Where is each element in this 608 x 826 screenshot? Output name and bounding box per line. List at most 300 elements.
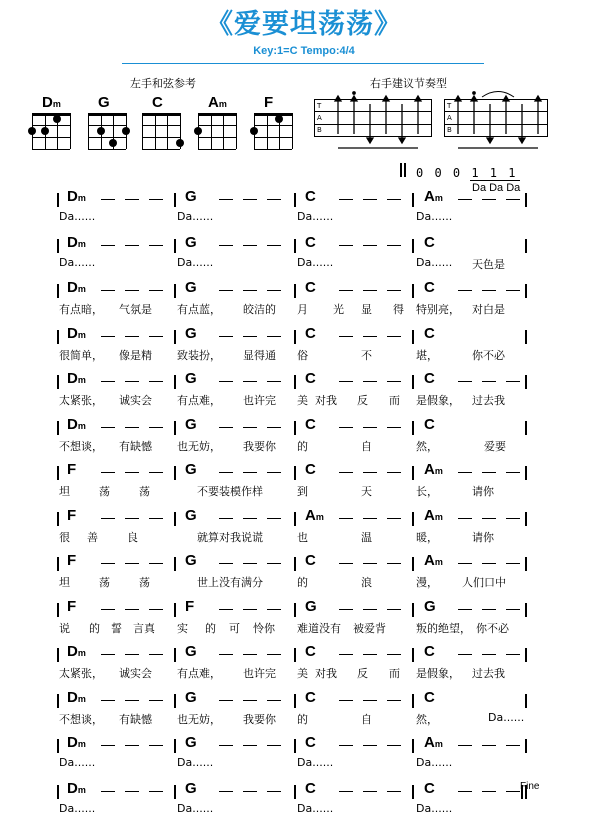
right-hand-label: 右手建议节奏型: [370, 77, 447, 90]
beat-dash: [267, 791, 281, 792]
chord-suffix: m: [77, 375, 86, 385]
beat-dash: [243, 245, 257, 246]
beat-dash: [482, 199, 496, 200]
beat-dash: [101, 563, 115, 564]
beat-dash: [482, 290, 496, 291]
lyric: 自: [361, 439, 372, 453]
chord-root: F: [67, 552, 77, 569]
beat-dash: [149, 199, 163, 200]
beat-dash: [506, 518, 520, 519]
chord-root: D: [67, 415, 78, 433]
lyric: 而: [389, 667, 400, 680]
measure: [175, 370, 293, 416]
beat-dash: [482, 654, 496, 655]
beat-dash: [149, 518, 163, 519]
lyric: 的: [297, 576, 308, 589]
beat-dash: [101, 518, 115, 519]
measure: [57, 552, 175, 598]
chord-root: C: [152, 94, 163, 111]
chord-root: G: [185, 415, 197, 433]
lyric: Da......: [488, 710, 525, 724]
beat-dash: [101, 336, 115, 337]
lyric: 坦: [59, 485, 70, 498]
measure: [295, 734, 413, 780]
lyric: 人们口中: [462, 576, 506, 589]
beat-dash: [506, 199, 520, 200]
beat-dash: [363, 609, 377, 610]
measure: [175, 734, 293, 780]
chord-root: C: [305, 233, 316, 251]
beat-dash: [387, 700, 401, 701]
beat-dash: [458, 199, 472, 200]
beat-dash: [149, 791, 163, 792]
measure: [57, 780, 175, 826]
measure: [414, 734, 532, 780]
chord-root: A: [305, 506, 316, 524]
chord-name: [185, 461, 197, 478]
beat-dash: [339, 427, 353, 428]
beat-dash: [363, 427, 377, 428]
lyric: 就算对我说谎: [197, 530, 263, 544]
chord-name: [305, 734, 316, 751]
chord-name: [424, 734, 443, 751]
chord-root: D: [67, 279, 78, 296]
lyric: 太紧张，: [59, 394, 103, 407]
beat-dash: [363, 745, 377, 746]
measure: [295, 279, 413, 325]
measure: [175, 598, 293, 644]
beat-dash: [243, 700, 257, 701]
lyric: 有缺憾: [119, 712, 152, 726]
beat-dash: [339, 472, 353, 473]
beat-dash: [363, 700, 377, 701]
beat-dash: [101, 199, 115, 200]
lyric: 诚实会: [119, 394, 152, 407]
beat-dash: [267, 654, 281, 655]
score-row: [57, 643, 527, 689]
chord-name: [67, 188, 86, 205]
lyric: 是假象，: [416, 667, 460, 680]
rhythm-numbers: 0 0 0 1 1 1: [416, 166, 518, 180]
lyric: 漫，: [416, 576, 438, 589]
lyric: Da......: [177, 801, 214, 815]
chord-name: [67, 643, 86, 660]
chord-root: C: [424, 279, 435, 296]
beat-dash: [458, 609, 472, 610]
measure: [295, 552, 413, 598]
beat-dash: [101, 290, 115, 291]
chord-root: G: [305, 597, 317, 615]
beat-dash: [149, 654, 163, 655]
beat-dash: [339, 245, 353, 246]
chord-name: [67, 507, 76, 524]
chord-name: [67, 461, 76, 478]
beat-dash: [458, 791, 472, 792]
lyric: Da......: [59, 756, 96, 769]
beat-dash: [219, 563, 233, 564]
lyric: 到: [297, 485, 308, 498]
chord-name: [305, 416, 316, 433]
measure: [414, 234, 532, 280]
measure: [57, 416, 175, 462]
chord-root: C: [305, 370, 316, 387]
chord-name: [185, 689, 197, 706]
beat-dash: [125, 245, 139, 246]
score-row: [57, 279, 527, 325]
measure: [295, 416, 413, 462]
lyric: 实: [177, 621, 188, 635]
lyric: 对我: [315, 394, 337, 407]
chord-name: [67, 734, 86, 751]
measure: [295, 598, 413, 644]
beat-dash: [387, 290, 401, 291]
beat-dash: [149, 472, 163, 473]
beat-dash: [267, 290, 281, 291]
lyric: 光: [333, 303, 344, 316]
chord-name: [424, 552, 443, 569]
beat-dash: [243, 791, 257, 792]
beat-dash: [363, 472, 377, 473]
beat-dash: [243, 472, 257, 473]
lyric: 不想谈，: [59, 439, 103, 453]
chord-root: D: [67, 688, 78, 706]
chord-root: G: [424, 597, 436, 615]
song-title: 《爱要坦荡荡》: [206, 9, 402, 40]
lyric: 对我: [315, 667, 337, 680]
chord-root: D: [67, 734, 78, 751]
lyric: 的: [89, 621, 100, 635]
lyric: 说: [59, 621, 70, 635]
lyric: 言真: [133, 621, 155, 635]
lyric: 不要装模作样: [197, 485, 263, 498]
beat-dash: [243, 745, 257, 746]
beat-dash: [243, 563, 257, 564]
beat-dash: [363, 199, 377, 200]
beat-dash: [125, 609, 139, 610]
beat-dash: [387, 199, 401, 200]
chord-name: [185, 598, 194, 615]
chord-name: [424, 325, 435, 342]
chord-name: [424, 416, 435, 433]
chord-name: [185, 734, 197, 751]
chord-root: C: [305, 643, 316, 660]
chord-suffix: m: [77, 238, 86, 249]
measure: [57, 598, 175, 644]
beat-dash: [219, 745, 233, 746]
chord-suffix: m: [77, 648, 86, 658]
chord-name: [185, 416, 197, 433]
chord-name: [185, 234, 197, 251]
chord-suffix: m: [77, 693, 86, 704]
lyric: 善: [87, 530, 98, 544]
chord-root: G: [185, 233, 197, 251]
measure: [57, 188, 175, 234]
lyric: 荡: [139, 576, 150, 589]
lyric: 对白是: [472, 303, 505, 316]
beat-dash: [458, 381, 472, 382]
lyric: 美: [297, 667, 308, 680]
measure: [414, 643, 532, 689]
chord-name: [67, 370, 86, 387]
chord-root: A: [208, 94, 219, 111]
chord-name: [424, 461, 443, 478]
lyric: 也许完: [243, 394, 276, 407]
beat-dash: [506, 745, 520, 746]
measure: [175, 507, 293, 553]
measure: [295, 689, 413, 735]
beat-dash: [267, 518, 281, 519]
chord-suffix: m: [434, 557, 443, 567]
lyric: 的: [297, 712, 308, 726]
chord-name: [305, 370, 316, 387]
chord-name: [185, 643, 197, 660]
lyric: 请你: [472, 530, 494, 544]
chord-suffix: m: [52, 99, 61, 109]
tab-letter-a: A: [317, 114, 322, 122]
measure: [295, 780, 413, 826]
lyric: 是假象，: [416, 394, 460, 407]
lyric: 过去我: [472, 667, 505, 680]
measure: [175, 416, 293, 462]
lyric: 也许完: [243, 667, 276, 680]
measure: [414, 552, 532, 598]
lyric: Da......: [416, 255, 453, 269]
beat-dash: [482, 518, 496, 519]
beat-dash: [506, 381, 520, 382]
measure: [414, 370, 532, 416]
lyric: 可: [229, 621, 240, 635]
lyric: 然，: [416, 712, 438, 726]
beat-dash: [219, 427, 233, 428]
beat-dash: [506, 654, 520, 655]
beat-dash: [101, 791, 115, 792]
measure: [414, 325, 532, 371]
lyric: 的: [297, 439, 308, 453]
beat-dash: [387, 609, 401, 610]
measure: [414, 780, 532, 826]
lyric: 自: [361, 712, 372, 726]
chord-name: [424, 598, 436, 615]
chord-root: G: [185, 779, 197, 797]
chord-root: G: [185, 552, 197, 569]
beat-dash: [387, 245, 401, 246]
beat-dash: [219, 472, 233, 473]
beat-dash: [339, 518, 353, 519]
measure: [57, 370, 175, 416]
chord-root: G: [185, 461, 197, 478]
score-row: [57, 461, 527, 507]
score-row: [57, 370, 527, 416]
lyric: 也无妨，: [177, 439, 221, 453]
lyric: Da......: [297, 801, 334, 815]
score-row: [57, 780, 527, 826]
measure: [295, 188, 413, 234]
chord-name: [305, 188, 316, 205]
beat-dash: [125, 381, 139, 382]
beat-dash: [458, 518, 472, 519]
beat-dash: [101, 745, 115, 746]
chord-root: F: [67, 461, 77, 478]
beat-dash: [149, 745, 163, 746]
beat-dash: [363, 654, 377, 655]
score-row: [57, 416, 527, 462]
beat-dash: [219, 791, 233, 792]
lyric: 荡: [139, 485, 150, 498]
beat-dash: [506, 609, 520, 610]
chord-name: [305, 234, 316, 251]
beat-dash: [506, 290, 520, 291]
beat-dash: [267, 245, 281, 246]
lyric: 皎洁的: [243, 303, 276, 316]
beat-dash: [101, 654, 115, 655]
measure: [175, 325, 293, 371]
chord-name: [424, 689, 435, 706]
beat-dash: [243, 654, 257, 655]
beat-dash: [149, 427, 163, 428]
beat-dash: [339, 609, 353, 610]
chord-suffix: m: [77, 739, 86, 749]
lyric: 诚实会: [119, 667, 152, 680]
chord-suffix: m: [315, 511, 324, 522]
beat-dash: [219, 199, 233, 200]
beat-dash: [125, 700, 139, 701]
chord-suffix: m: [77, 284, 86, 294]
chord-root: G: [185, 506, 197, 524]
beat-dash: [267, 336, 281, 337]
chord-name: [424, 780, 435, 797]
lyric: 也无妨，: [177, 712, 221, 726]
chord-name: [185, 780, 197, 797]
lyric: 我要你: [243, 439, 276, 453]
chord-name: [185, 279, 197, 296]
lyric: Da......: [416, 210, 453, 223]
lyric: 被爱背: [353, 621, 386, 635]
beat-dash: [506, 472, 520, 473]
measure: [175, 689, 293, 735]
chord-name: [67, 325, 86, 342]
measure: [295, 507, 413, 553]
beat-dash: [458, 745, 472, 746]
chord-name: [305, 461, 316, 478]
beat-dash: [101, 245, 115, 246]
lyric: 然，: [416, 439, 438, 453]
chord-root: C: [424, 233, 435, 251]
left-hand-label: 左手和弦参考: [130, 77, 196, 90]
beat-dash: [243, 518, 257, 519]
chord-name: [305, 507, 324, 524]
beat-dash: [482, 745, 496, 746]
chord-name: [67, 279, 86, 296]
lyric: Da......: [177, 756, 214, 769]
beat-dash: [363, 518, 377, 519]
chord-name: [424, 643, 435, 660]
lyric: 显: [361, 303, 372, 316]
fine-mark: Fine: [520, 781, 540, 792]
measure: [175, 234, 293, 280]
lyric: 浪: [361, 576, 372, 589]
chord-root: A: [424, 734, 435, 751]
beat-dash: [387, 791, 401, 792]
chord-name: [185, 325, 197, 342]
lyric: 你不必: [472, 348, 505, 362]
beat-dash: [458, 290, 472, 291]
beat-dash: [101, 700, 115, 701]
measure: [295, 370, 413, 416]
chord-name: [305, 598, 317, 615]
chord-root: D: [67, 779, 78, 797]
chord-suffix: m: [434, 466, 443, 476]
measure: [414, 507, 532, 553]
chord-root: C: [424, 370, 435, 387]
beat-dash: [149, 245, 163, 246]
score-row: [57, 552, 527, 598]
lyric: 也: [297, 530, 308, 544]
lyric: 很: [59, 530, 70, 544]
beat-dash: [387, 745, 401, 746]
chord-root: C: [305, 324, 316, 342]
chord-root: C: [305, 415, 316, 433]
score-row: [57, 734, 527, 780]
measure: [414, 416, 532, 462]
lyric: 堪，: [416, 348, 438, 362]
chord-name: [67, 689, 86, 706]
chord-root: C: [305, 188, 316, 205]
beat-dash: [243, 199, 257, 200]
chord-root: C: [424, 415, 435, 433]
lyric: 爱要: [484, 439, 506, 453]
measure: [57, 461, 175, 507]
chord-suffix: m: [77, 420, 86, 431]
beat-dash: [149, 700, 163, 701]
beat-dash: [149, 290, 163, 291]
lyric: 有缺憾: [119, 439, 152, 453]
beat-dash: [363, 290, 377, 291]
lyric: Da......: [297, 210, 334, 223]
lyric: 你不必: [476, 621, 509, 635]
repeat-bar: [400, 163, 402, 177]
lyric: 有点难，: [177, 667, 221, 680]
score-row: [57, 689, 527, 735]
beat-dash: [387, 336, 401, 337]
beat-dash: [267, 700, 281, 701]
beat-dash: [125, 791, 139, 792]
beat-dash: [267, 381, 281, 382]
chord-name: [67, 598, 76, 615]
chord-root: F: [67, 597, 77, 615]
score-row: [57, 325, 527, 371]
measure: [57, 689, 175, 735]
chord-suffix: m: [77, 193, 86, 203]
beat-dash: [243, 427, 257, 428]
beat-dash: [267, 199, 281, 200]
beat-dash: [101, 381, 115, 382]
key-tempo: Key:1=C Tempo:4/4: [253, 45, 355, 57]
chord-name: [424, 507, 443, 524]
measure: [414, 689, 532, 735]
beat-dash: [149, 336, 163, 337]
chord-root: C: [305, 461, 316, 478]
chord-suffix: m: [434, 739, 443, 749]
chord-root: C: [305, 279, 316, 296]
chord-root: A: [424, 552, 435, 569]
lyric: 温: [361, 530, 372, 544]
measure: [295, 325, 413, 371]
beat-dash: [339, 199, 353, 200]
lyric: 天: [361, 485, 372, 498]
score-row: [57, 234, 527, 280]
measure: [175, 279, 293, 325]
measure: [295, 643, 413, 689]
